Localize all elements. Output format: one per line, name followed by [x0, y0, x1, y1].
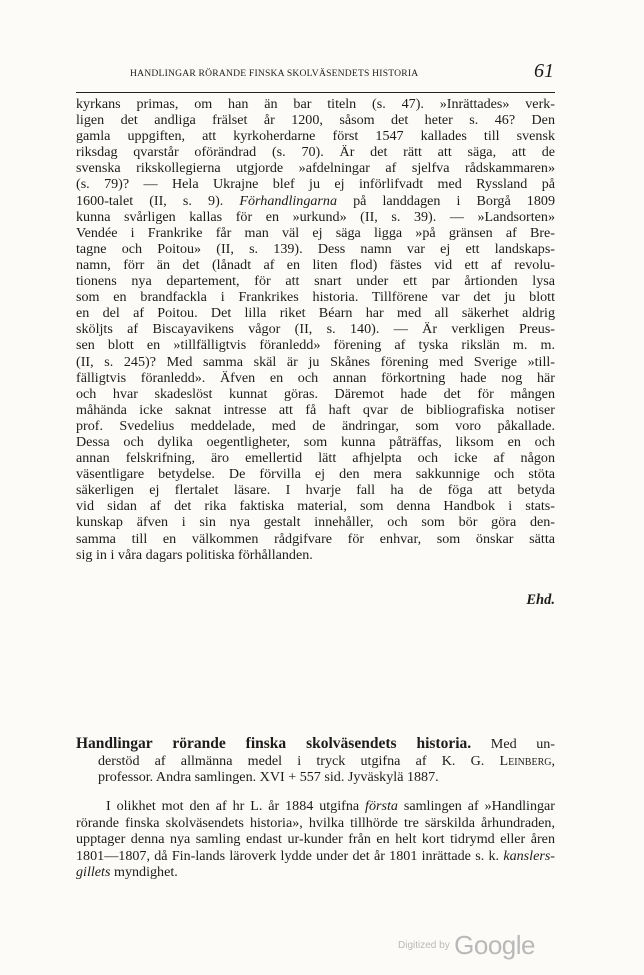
- body-line: sköljts af Biscayavikens vågor (II, s. 140). — Är verkligen Preus-: [76, 321, 555, 338]
- body-line: kunna svårligen kallas för en »urkund» (II, s. 39). — »Landsorten»: [76, 208, 555, 225]
- review-italic-kanslers: kanslers-gillets: [76, 847, 555, 881]
- body-line: (s. 79)? — Hela Ukrajne blef ju ej införlifvadt med Ryssland på: [76, 176, 555, 193]
- body-line: (II, s. 245)? Med samma skäl är ju Skånes förening med Sverige »till-: [76, 353, 555, 370]
- review-heading: [76, 736, 555, 786]
- header-rule: [76, 92, 555, 93]
- review-italic-forsta: första: [365, 798, 398, 814]
- running-title: HANDLINGAR RÖRANDE FINSKA SKOLVÄSENDETS HISTORIA: [130, 68, 419, 79]
- body-line: och hvar skadeslöst kunnat göras. Däremot hade det för mången: [76, 385, 555, 402]
- body-line: 1600-talet (II, s. 9). Förhandlingarna på landdagen i Borgå 1809: [76, 192, 555, 209]
- body-line: Vendée i Frankrike får man väl ej säga ligga »på gränsen af Bre-: [76, 224, 555, 241]
- body-line: tagne och Poitou» (II, s. 139). Dess namn var ej ett landskaps-: [76, 240, 555, 257]
- body-line: fälligtvis föranledd». Äfven en och annan förkortning hade nog här: [76, 369, 555, 386]
- review-line2: derstöd af allmänna medel i tryck utgifna af K. G.: [98, 752, 485, 769]
- google-logo: Google: [454, 930, 535, 960]
- body-line: Dessa och dylika oegentligheter, som kunna påträffas, liksom en och: [76, 433, 555, 450]
- review-line3: professor. Andra samlingen. XVI + 557 sid. Jyväskylä 1887.: [98, 769, 439, 786]
- review-title: Handlingar rörande finska skolväsendets historia.: [76, 735, 472, 752]
- body-line: kunskap äfven i sin nya gestalt innehåller, och som bör göra den-: [76, 514, 555, 531]
- review-line1-rest: Med un-: [490, 736, 555, 752]
- review-para-a: I olikhet mot den af hr L. år 1884 utgifna: [106, 798, 360, 814]
- body-line: samma till en välkommen rådgifvare för enhvar, som önskar sätta: [76, 530, 555, 547]
- review-body: [76, 798, 555, 881]
- body-line: namn, förr än det (lånadt af en liten flod) fästes vid ett af revolu-: [76, 256, 555, 273]
- body-line: prof. Svedelius meddelade, med de ändringar, som voro påkallade.: [76, 417, 555, 434]
- body-line: svenska rikskollegierna utgjorde »afdelningar af sjelfva rådskammaren»: [76, 160, 555, 177]
- article-body: [76, 96, 555, 563]
- body-line: ligen det andliga frälset år 1200, såsom det heter s. 46? Den: [76, 112, 555, 129]
- body-line: tionens nya departement, för att snart under ett par årtionden lysa: [76, 273, 555, 290]
- review-editor: Leinberg,: [499, 752, 555, 769]
- body-line: riksdag qvarstår oförändrad (s. 70). Är det rätt att säga, att de: [76, 144, 555, 161]
- body-line: väsentligare betydelse. De förvilla ej den mera sakkunnige och stöta: [76, 466, 555, 483]
- review-para-c: myndighet.: [113, 864, 178, 881]
- author-signature: Ehd.: [526, 592, 555, 608]
- review-para-b: samlingen af »Handlingar rörande finska skolväsendets historia», hvilka tillhörde tre särskilda århundraden, upptager denna nya samling endast ur-kunder från en helt kort tidrymd eller åren 1801—1807, då Fin-lands läroverk lydde under det år 1801 inrättade s. k.: [76, 798, 555, 864]
- body-line: vid sidan af det rika faktiska material, som denna Handbok i stats-: [76, 498, 555, 515]
- body-line: som en brandfackla i Frankrikes historia. Tillförene var det ju blott: [76, 289, 555, 306]
- digitized-watermark: [398, 930, 535, 961]
- body-line: kyrkans primas, om han än bar titeln (s. 47). »Inrättades» verk-: [76, 96, 555, 112]
- digitized-by-text: Digitized by: [398, 940, 450, 951]
- body-line: sig in i våra dagars politiska förhållanden.: [76, 546, 313, 563]
- body-line: annan felskrifning, äro emellertid lätt afhjelpta och icke af någon: [76, 450, 555, 467]
- body-line: en del af Poitou. Det lilla riket Béarn har med all säkerhet aldrig: [76, 305, 555, 322]
- running-header: [130, 60, 554, 88]
- body-line: gamla uppgiften, att kyrkoherdarne först 1547 kallades till svensk: [76, 128, 555, 145]
- body-line: måhända icke saknat intresse att få haft qvar de bibliografiska notiser: [76, 401, 555, 418]
- body-line: sen blott en »tillfälligtvis föranledd» förening af tyska rikslän m. m.: [76, 337, 555, 354]
- page-number: 61: [534, 60, 554, 82]
- body-line: säkerligen ej flertalet läsare. I hvarje fall ha de föga att betyda: [76, 482, 555, 499]
